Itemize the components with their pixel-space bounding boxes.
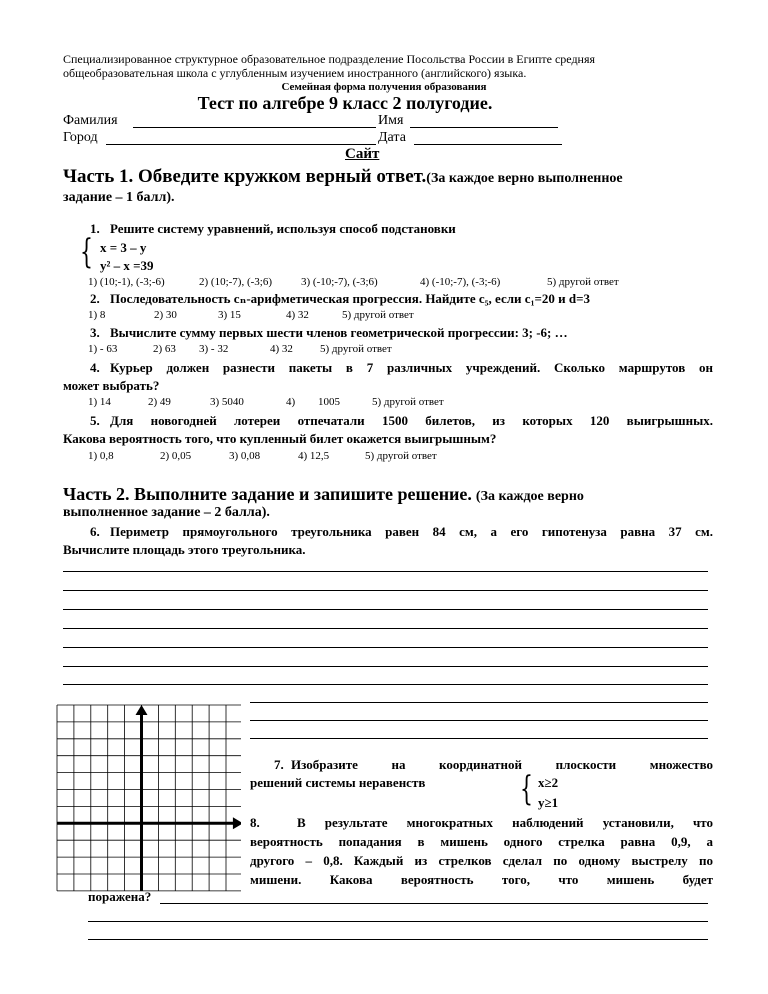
name-label: Имя <box>378 113 404 128</box>
q3-option-2[interactable]: 2) 63 <box>153 343 176 355</box>
q8-text-c: другого – 0,8. Каждый из стрелков сделал по одному выстрелу по <box>250 853 713 868</box>
q4-text-a: Курьер должен разнести пакеты в 7 различных учреждений. Сколько маршрутов он <box>110 360 713 375</box>
q7-text-a: Изобразите на координатной плоскости множество <box>291 757 713 772</box>
q7-inequality-2: y≥1 <box>538 795 559 810</box>
q5-option-3[interactable]: 3) 0,08 <box>229 450 261 462</box>
part2-heading <box>63 484 584 505</box>
q7-system-brace: { <box>520 769 533 809</box>
name-field[interactable] <box>410 127 558 128</box>
answer-line[interactable] <box>63 590 708 591</box>
q4-option-2[interactable]: 2) 49 <box>148 396 171 408</box>
answer-line[interactable] <box>160 903 708 904</box>
city-label: Город <box>63 130 98 145</box>
q5-text-a: Для новогодней лотереи отпечатали 1500 билетов, из которых 120 выигрышных. <box>110 413 713 428</box>
part1-heading <box>63 166 623 188</box>
q4-option-4[interactable]: 4) <box>286 396 296 408</box>
q8-text-b: вероятность попадания в мишень одного стрелка равна 0,9, а <box>250 834 713 849</box>
q2-option-4[interactable]: 4) 32 <box>286 309 309 321</box>
q2-option-2[interactable]: 2) 30 <box>154 309 177 321</box>
part2-title: Часть 2. Выполните задание и запишите решение. <box>63 484 472 504</box>
q3-option-3[interactable]: 3) - 32 <box>199 343 229 355</box>
q2-option-5[interactable]: 5) другой ответ <box>342 309 414 321</box>
q5-text-b: Какова вероятность того, что купленный билет окажется выигрышным? <box>63 431 497 446</box>
q1-option-5[interactable]: 5) другой ответ <box>547 276 619 288</box>
answer-line[interactable] <box>63 666 708 667</box>
q4-option-1[interactable]: 1) 14 <box>88 396 111 408</box>
q8-text-e: поражена? <box>88 889 152 904</box>
q6-text-a: Периметр прямоугольного треугольника равен 84 см, а его гипотенуза равна 37 см. <box>110 524 713 539</box>
q2-text: Последовательность cₙ-арифметическая прогрессия. Найдите c₅, если c₁=20 и d=3 <box>110 291 590 306</box>
q1-option-4[interactable]: 4) (-10;-7), (-3;-6) <box>420 276 501 288</box>
answer-line[interactable] <box>250 738 708 739</box>
answer-line[interactable] <box>250 720 708 721</box>
answer-line[interactable] <box>63 684 708 685</box>
part1-title: Часть 1. Обведите кружком верный ответ. <box>63 166 427 187</box>
city-field[interactable] <box>106 144 376 145</box>
x-axis-arrow-icon <box>233 817 241 829</box>
answer-line[interactable] <box>88 921 708 922</box>
q2-number: 2. <box>90 291 100 306</box>
q7-number: 7. <box>274 757 284 772</box>
answer-line[interactable] <box>63 609 708 610</box>
surname-label: Фамилия <box>63 113 118 128</box>
q4-option-5[interactable]: 5) другой ответ <box>372 396 444 408</box>
site-label: Сайт <box>345 146 380 162</box>
part1-note-b: задание – 1 балл). <box>63 190 175 205</box>
date-field[interactable] <box>414 144 562 145</box>
surname-field[interactable] <box>133 127 376 128</box>
answer-line[interactable] <box>63 628 708 629</box>
q3-option-1[interactable]: 1) - 63 <box>88 343 118 355</box>
education-form: Семейная форма получения образования <box>281 81 487 93</box>
answer-line[interactable] <box>250 702 708 703</box>
q3-option-5[interactable]: 5) другой ответ <box>320 343 392 355</box>
q6-number: 6. <box>90 524 100 539</box>
date-label: Дата <box>378 130 406 145</box>
q8-text-a: В результате многократных наблюдений установили, что <box>297 815 713 830</box>
q1-option-1[interactable]: 1) (10;-1), (-3;-6) <box>88 276 165 288</box>
coordinate-grid[interactable] <box>55 703 241 899</box>
answer-line[interactable] <box>88 939 708 940</box>
q5-option-2[interactable]: 2) 0,05 <box>160 450 192 462</box>
q4-text-b: может выбрать? <box>63 378 160 393</box>
q4-option-3[interactable]: 3) 5040 <box>210 396 244 408</box>
q2-option-3[interactable]: 3) 15 <box>218 309 241 321</box>
q3-number: 3. <box>90 325 100 340</box>
q1-option-3[interactable]: 3) (-10;-7), (-3;6) <box>301 276 378 288</box>
part2-note-b: выполненное задание – 2 балла). <box>63 505 270 520</box>
q4-number: 4. <box>90 360 100 375</box>
q5-option-5[interactable]: 5) другой ответ <box>365 450 437 462</box>
q2-option-1[interactable]: 1) 8 <box>88 309 106 321</box>
answer-line[interactable] <box>63 571 708 572</box>
q6-text-b: Вычислите площадь этого треугольника. <box>63 542 306 557</box>
q1-number: 1. <box>90 221 100 236</box>
q5-option-4[interactable]: 4) 12,5 <box>298 450 330 462</box>
school-name-line1: Специализированное структурное образовательное подразделение Посольства России в Египте средняя <box>63 52 596 66</box>
q4-option-4-value[interactable]: 1005 <box>318 396 340 408</box>
y-axis-arrow-icon <box>136 705 148 715</box>
q3-option-4[interactable]: 4) 32 <box>270 343 293 355</box>
q1-system-brace: { <box>80 232 93 272</box>
q7-inequality-1: x≥2 <box>538 775 559 790</box>
q3-text: Вычислите сумму первых шести членов геометрической прогрессии: 3; -6; … <box>110 325 568 340</box>
test-title: Тест по алгебре 9 класс 2 полугодие. <box>197 93 493 113</box>
part1-note-a: (За каждое верно выполненное <box>426 171 623 186</box>
q1-equation-1: x = 3 – y <box>100 240 147 255</box>
q5-option-1[interactable]: 1) 0,8 <box>88 450 114 462</box>
q1-text: Решите систему уравнений, используя способ подстановки <box>110 221 456 236</box>
part2-note-a: (За каждое верно <box>475 489 584 504</box>
q7-text-b: решений системы неравенств <box>250 775 426 790</box>
q5-number: 5. <box>90 413 100 428</box>
school-name-line2: общеобразовательная школа с углубленным изучением иностранного (английского) языка. <box>63 66 527 80</box>
q1-option-2[interactable]: 2) (10;-7), (-3;6) <box>199 276 273 288</box>
q8-number: 8. <box>250 815 260 830</box>
q8-text-d: мишени. Какова вероятность того, что мишень будет <box>250 872 713 887</box>
answer-line[interactable] <box>63 647 708 648</box>
q1-equation-2: y² – x =39 <box>100 258 154 273</box>
